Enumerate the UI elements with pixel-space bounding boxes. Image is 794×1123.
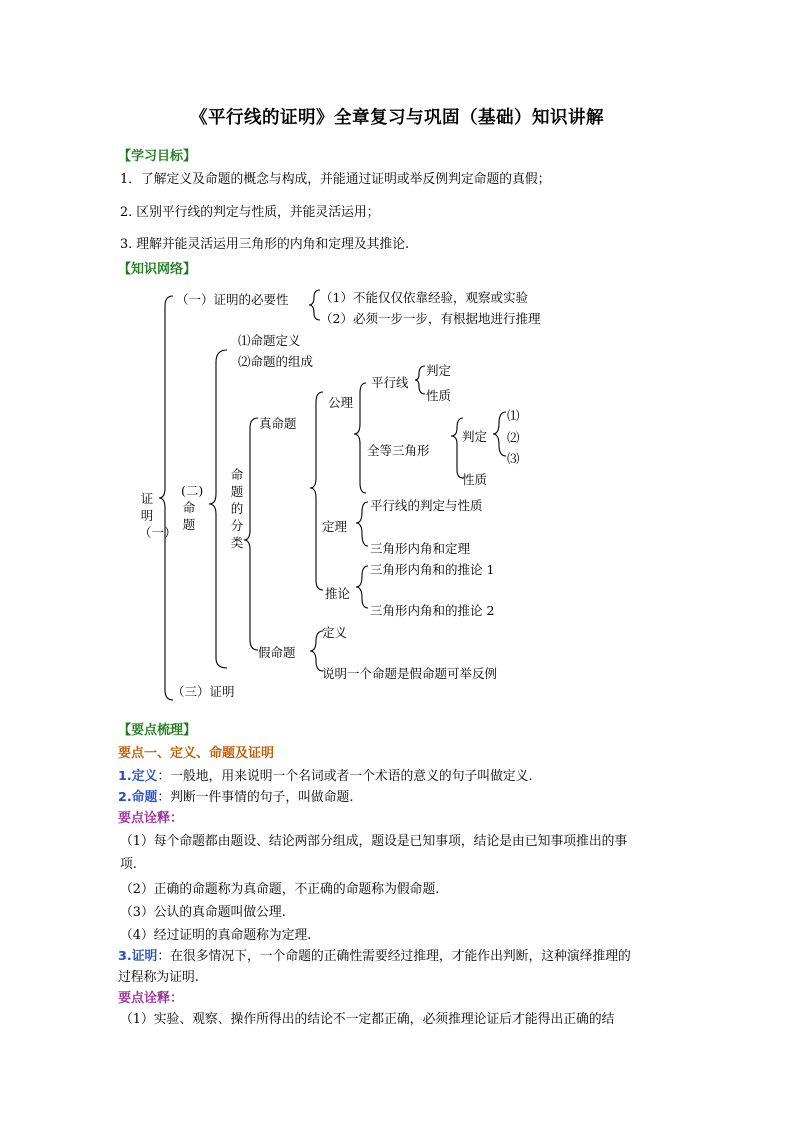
- node-criterion-3: ⑶: [507, 451, 520, 466]
- node-corollary: 推论: [325, 586, 351, 601]
- node-proposition: (二)命题: [181, 483, 204, 532]
- note-3: （3）公认的真命题叫做公理.: [120, 905, 286, 920]
- proof-note-1: （1）实验、观察、操作所得出的结论不一定都正确，必须推理论证后才能得出正确的结: [120, 1012, 615, 1027]
- note-heading-2: 要点诠释：: [118, 991, 184, 1006]
- node-false-prop: 假命题: [258, 645, 296, 660]
- network-heading: 【知识网络】: [118, 262, 197, 277]
- page-title: 《平行线的证明》全章复习与巩固（基础）知识讲解: [190, 108, 604, 128]
- node-criterion-2: ⑵: [507, 430, 520, 445]
- proof-text-line-1: ：在很多情况下，一个命题的正确性需要经过推理，才能作出判断，这种演绎推理的: [157, 949, 631, 964]
- objective-item-2: 2. 区别平行线的判定与性质，并能灵活运用；: [120, 205, 380, 220]
- node-theorem-1: 平行线的判定与性质: [370, 498, 483, 513]
- node-axiom: 公理: [328, 395, 354, 410]
- node-prop-composition: ⑵命题的组成: [238, 354, 314, 369]
- proof-paragraph: [118, 945, 631, 964]
- proposition-paragraph: [118, 786, 353, 805]
- objectives-heading: 【学习目标】: [118, 149, 197, 164]
- node-corollary-1: 三角形内角和的推论 1: [370, 562, 495, 577]
- node-congruent: 全等三角形: [367, 443, 430, 458]
- node-prop-classification: 命题的分类: [230, 467, 244, 550]
- root-proof-label: 证明（一）: [139, 491, 177, 540]
- note-1-line-1: （1）每个命题都由题设、结论两部分组成，题设是已知事项，结论是由已知事项推出的事: [120, 834, 628, 849]
- node-true-prop: 真命题: [259, 416, 297, 431]
- definition-label: 1.定义: [118, 769, 158, 784]
- node-parallel-property: 性质: [426, 388, 452, 403]
- node-criterion-1: ⑴: [507, 408, 520, 423]
- proposition-label: 2.命题: [118, 790, 158, 805]
- note-1-line-2: 项.: [120, 857, 137, 872]
- node-congruent-judge: 判定: [462, 429, 488, 444]
- note-2: （2）正确的命题称为真命题，不正确的命题称为假命题.: [120, 882, 440, 897]
- proof-label: 3.证明: [118, 949, 158, 964]
- node-necessity: （一）证明的必要性: [176, 292, 289, 307]
- node-theorem: 定理: [322, 519, 348, 534]
- node-false-definition: 定义: [322, 625, 348, 640]
- node-proof: （三）证明: [172, 684, 235, 699]
- node-congruent-property: 性质: [462, 472, 488, 487]
- node-corollary-2: 三角形内角和的推论 2: [370, 603, 495, 618]
- definition-paragraph: [118, 765, 533, 784]
- node-necessity-1: （1）不能仅仅依靠经验，观察或实验: [320, 290, 528, 305]
- objective-item-1: 1．了解定义及命题的概念与构成，并能通过证明或举反例判定命题的真假；: [120, 172, 551, 187]
- section-1-heading: 要点一、定义、命题及证明: [118, 746, 275, 761]
- node-false-explain: 说明一个命题是假命题可举反例: [322, 666, 498, 681]
- objective-item-3: 3. 理解并能灵活运用三角形的内角和定理及其推论.: [120, 237, 410, 252]
- note-4: （4）经过证明的真命题称为定理.: [120, 928, 312, 943]
- proof-text-line-2: 过程称为证明.: [118, 970, 199, 985]
- keypoints-heading: 【要点梳理】: [118, 723, 197, 738]
- node-prop-definition: ⑴命题定义: [238, 333, 301, 348]
- node-theorem-2: 三角形内角和定理: [370, 541, 471, 556]
- definition-text: ：一般地，用来说明一个名词或者一个术语的意义的句子叫做定义.: [157, 769, 533, 784]
- node-necessity-2: （2）必须一步一步，有根据地进行推理: [320, 311, 541, 326]
- note-heading-1: 要点诠释：: [118, 811, 184, 826]
- node-parallel: 平行线: [371, 375, 409, 390]
- node-parallel-judge: 判定: [426, 363, 452, 378]
- proposition-text: ：判断一件事情的句子，叫做命题.: [157, 790, 354, 805]
